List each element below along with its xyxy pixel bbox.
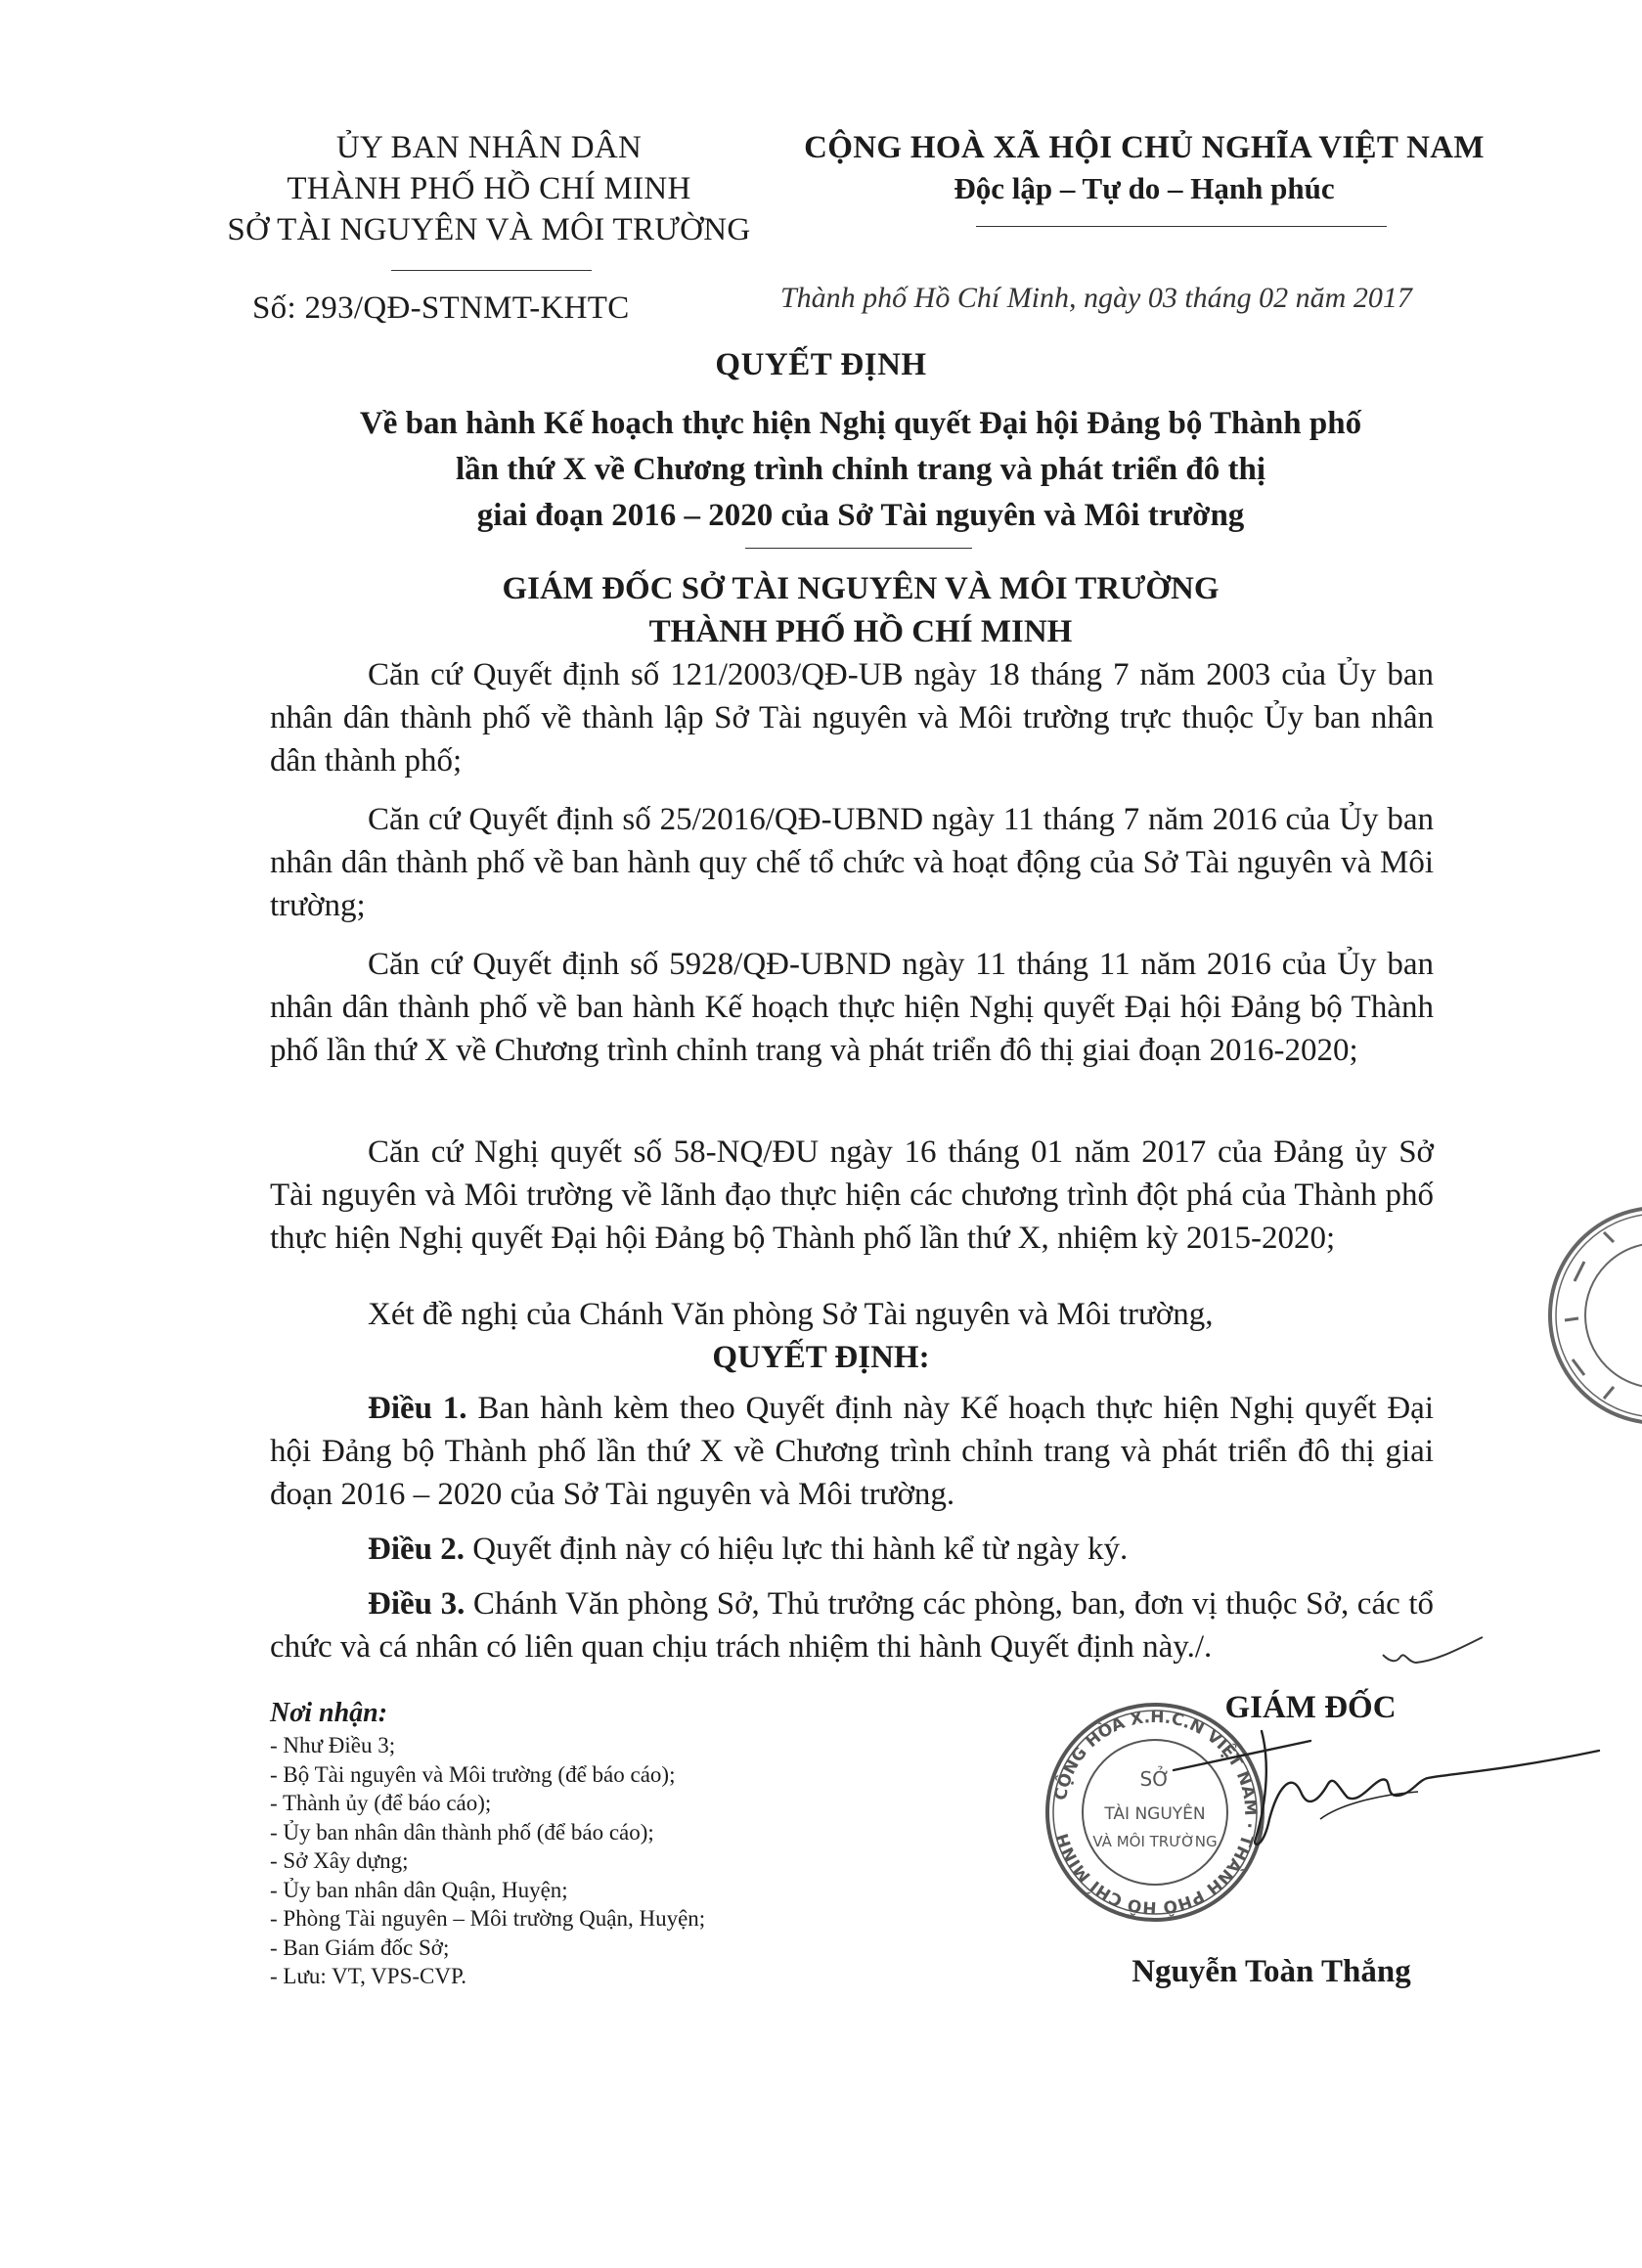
seal-center-line-3: VÀ MÔI TRƯỜNG — [1092, 1833, 1218, 1850]
seal-ring-text: CỘNG HÒA X.H.C.N VIỆT NAM · THÀNH PHỐ HỒ CHÍ MINH — [1050, 1707, 1261, 1918]
seal-center-line-2: TÀI NGUYÊN — [1104, 1804, 1206, 1824]
signer-title: GIÁM ĐỐC — [1224, 1690, 1397, 1725]
recipients-block — [270, 1698, 876, 1991]
agency-line-1: ỦY BAN NHÂN DÂN — [335, 130, 643, 165]
article-text: Quyết định này có hiệu lực thi hành kể từ ngày ký. — [465, 1532, 1129, 1567]
agency-line-3: SỞ TÀI NGUYÊN VÀ MÔI TRƯỜNG — [227, 212, 751, 247]
subject-line-3: giai đoạn 2016 – 2020 của Sở Tài nguyên và Môi trường — [476, 498, 1245, 533]
recipient-item: - Ủy ban nhân dân Quận, Huyện; — [270, 1877, 568, 1902]
subject-underline — [745, 548, 972, 549]
ground-paragraph: Căn cứ Quyết định số 5928/QĐ-UBND ngày 11 tháng 11 năm 2016 của Ủy ban nhân dân thành phố về ban hành Kế hoạch thực hiện Nghị quyết Đại hội Đảng bộ Thành phố lần thứ X về Chương trình chỉnh trang và phát triển đô thị giai đoạn 2016-2020; — [270, 947, 1434, 1068]
recipient-item: - Như Điều 3; — [270, 1733, 396, 1757]
article-text: Ban hành kèm theo Quyết định này Kế hoạch thực hiện Nghị quyết Đại hội Đảng bộ Thành phố lần thứ X về Chương trình chỉnh trang và phát triển đô thị giai đoạn 2016 – 2020 của Sở Tài nguyên và Môi trường. — [270, 1391, 1434, 1512]
signer-name: Nguyễn Toàn Thắng — [1132, 1954, 1411, 1989]
seal-center-line-1: SỞ — [1139, 1767, 1171, 1791]
article-label: Điều 3. — [368, 1586, 466, 1622]
recipient-list — [270, 1731, 876, 1991]
page-edge-seal — [1545, 1203, 1642, 1428]
article-2 — [270, 1528, 1434, 1571]
agency-line-2: THÀNH PHỐ HỒ CHÍ MINH — [287, 171, 691, 206]
handwritten-signature — [1154, 1702, 1604, 1878]
article-1 — [270, 1387, 1434, 1516]
article-3 — [270, 1582, 1434, 1668]
nation-title: CỘNG HOÀ XÃ HỘI CHỦ NGHĨA VIỆT NAM — [804, 130, 1485, 165]
document-number: Số: 293/QĐ-STNMT-KHTC — [252, 290, 630, 326]
proposal-paragraph: Xét đề nghị của Chánh Văn phòng Sở Tài nguyên và Môi trường, — [368, 1297, 1214, 1332]
recipient-item: - Sở Xây dựng; — [270, 1848, 409, 1873]
recipient-item: - Bộ Tài nguyên và Môi trường (để báo cáo); — [270, 1761, 676, 1787]
ground-paragraph: Căn cứ Quyết định số 121/2003/QĐ-UB ngày 18 tháng 7 năm 2003 của Ủy ban nhân dân thành phố về thành lập Sở Tài nguyên và Môi trường trực thuộc Ủy ban nhân dân thành phố; — [270, 657, 1434, 778]
issuing-authority — [235, 567, 1487, 653]
national-header — [773, 127, 1516, 209]
document-type: QUYẾT ĐỊNH — [715, 347, 927, 382]
agency-underline — [391, 270, 592, 271]
recipient-item: - Lưu: VT, VPS-CVP. — [270, 1964, 466, 1988]
recipient-item: - Thành ủy (để báo cáo); — [270, 1791, 492, 1815]
document-date: Thành phố Hồ Chí Minh, ngày 03 tháng 02 năm 2017 — [780, 282, 1412, 314]
subject-line-2: lần thứ X về Chương trình chỉnh trang và phát triển đô thị — [456, 452, 1265, 487]
authority-line-1: GIÁM ĐỐC SỞ TÀI NGUYÊN VÀ MÔI TRƯỜNG — [502, 571, 1220, 606]
ground-paragraph: Căn cứ Quyết định số 25/2016/QĐ-UBND ngày 11 tháng 7 năm 2016 của Ủy ban nhân dân thành phố về ban hành quy chế tổ chức và hoạt động của Sở Tài nguyên và Môi trường; — [270, 802, 1434, 923]
ground-paragraph: Căn cứ Nghị quyết số 58-NQ/ĐU ngày 16 tháng 01 năm 2017 của Đảng ủy Sở Tài nguyên và Môi trường về lãnh đạo thực hiện các chương trình đột phá của Thành phố thực hiện Nghị quyết Đại hội Đảng bộ Thành phố lần thứ X, nhiệm kỳ 2015-2020; — [270, 1134, 1434, 1256]
document-subject — [235, 401, 1487, 539]
recipients-title: Nơi nhận: — [270, 1698, 388, 1728]
recipient-item: - Phòng Tài nguyên – Môi trường Quận, Huyện; — [270, 1906, 706, 1931]
motto-underline — [976, 226, 1387, 227]
recipient-item: - Ủy ban nhân dân thành phố (để báo cáo); — [270, 1819, 654, 1845]
decision-heading: QUYẾT ĐỊNH: — [712, 1340, 930, 1375]
article-text: Chánh Văn phòng Sở, Thủ trưởng các phòng, ban, đơn vị thuộc Sở, các tổ chức và cá nhân có liên quan chịu trách nhiệm thi hành Quyết định này./. — [270, 1586, 1434, 1665]
article-label: Điều 2. — [368, 1532, 465, 1567]
nation-motto: Độc lập – Tự do – Hạnh phúc — [954, 171, 1335, 205]
recipient-item: - Ban Giám đốc Sở; — [270, 1934, 450, 1960]
authority-line-2: THÀNH PHỐ HỒ CHÍ MINH — [648, 614, 1073, 649]
subject-line-1: Về ban hành Kế hoạch thực hiện Nghị quyết Đại hội Đảng bộ Thành phố — [359, 406, 1362, 441]
article-label: Điều 1. — [368, 1391, 467, 1426]
issuing-agency — [186, 127, 792, 250]
pen-mark — [1379, 1633, 1487, 1672]
